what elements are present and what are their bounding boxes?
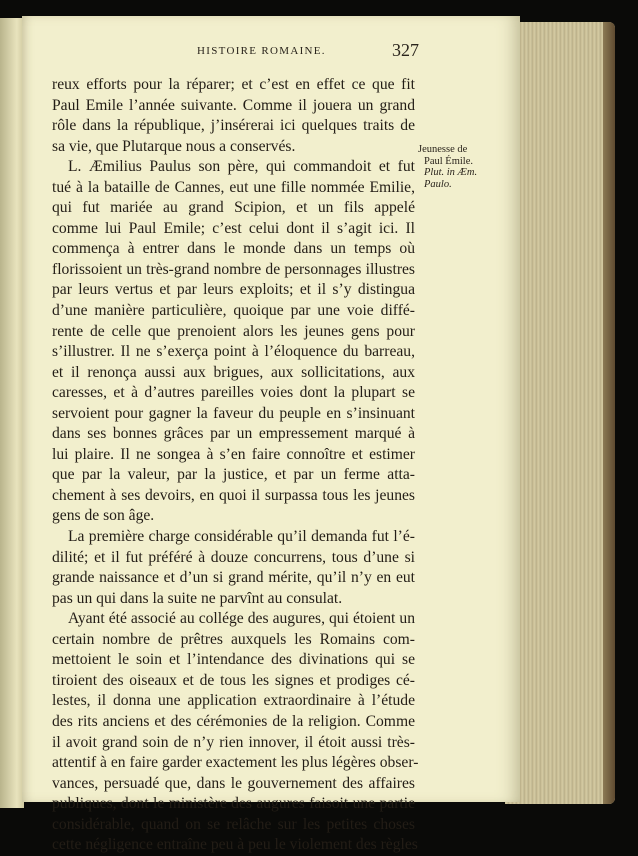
- running-title: HISTOIRE ROMAINE.: [197, 45, 326, 57]
- text-line: tiroient des oiseaux et de tous les signes et prodiges cé-: [52, 671, 415, 689]
- text-line: qui fut mariée au grand Scipion, et un fils appelé: [52, 199, 415, 217]
- text-line: Paul Emile l’année suivante. Comme il jouera un grand: [52, 96, 415, 114]
- text-line: sa vie, que Plutarque nous a conservés.: [52, 137, 296, 155]
- text-line: mettoient le soin et l’intendance des divinations qui se: [52, 651, 415, 669]
- text-line: servoient pour gagner la faveur du peuple en s’insinuant: [52, 404, 415, 422]
- margin-note: [418, 144, 477, 190]
- margin-note-line: Jeunesse de: [418, 144, 468, 155]
- text-line: certain nombre de prêtres auxquels les Romains com-: [52, 630, 415, 648]
- text-line: Ayant été associé au collége des augures, qui étoient un: [68, 610, 415, 628]
- text-line: chement à ses devoirs, en quoi il surpassa tous les jeunes: [52, 486, 415, 504]
- text-line: dans ses bonnes grâces par un empressement marqué à: [52, 425, 415, 443]
- text-line: L. Æmilius Paulus son père, qui commandoit et fut: [68, 158, 415, 176]
- text-line: reux efforts pour la réparer; et c’est en effet ce que fit: [52, 76, 415, 93]
- text-line: pas un qui dans la suite ne parvînt au consulat.: [52, 589, 343, 607]
- text-line: s’illustrer. Il ne s’exerça point à l’éloquence du barreau,: [52, 343, 415, 361]
- text-line: et il renonça aussi aux brigues, aux sollicitations, aux: [52, 363, 415, 381]
- text-line: vances, persuadé que, dans le gouvernement des affaires: [52, 774, 415, 792]
- text-line: que par la valeur, par la justice, et par un ferme atta-: [52, 466, 415, 484]
- body-text: [52, 75, 419, 856]
- margin-note-citation: Plut. in Æm.: [424, 167, 478, 178]
- text-line: d’une manière particulière, quoique par une voie diffé-: [52, 302, 415, 320]
- margin-note-line: [418, 167, 477, 179]
- text-line: rôle dans la république, j’insérerai ici quelques traits de: [52, 117, 415, 135]
- text-line: caresses, et à d’autres pareilles voies dont la plupart se: [52, 384, 415, 402]
- text-line: attentif à en faire garder exactement les plus légères obser-: [52, 754, 419, 772]
- text-line: grande naissance et d’un si grand mérite, qu’il n’y en eut: [52, 569, 415, 587]
- text-line: La première charge considérable qu’il demanda fut l’é-: [68, 528, 415, 546]
- facing-page-edge: [0, 18, 24, 808]
- text-line: comme lui Paul Emile; c’est celui dont il s’agit ici. Il: [52, 219, 415, 237]
- text-line: lestes, il donna une application extraordinaire à l’étude: [52, 692, 415, 710]
- text-line: publiques, dont le ministère des augures faisoit une partie: [52, 795, 415, 813]
- text-line: gens de son âge.: [52, 507, 155, 525]
- margin-note-line: [418, 179, 477, 191]
- text-line: rente de celle que prenoient alors les jeunes gens pour: [52, 322, 415, 340]
- page-number: 327: [392, 40, 419, 60]
- book-fore-edge: [505, 22, 615, 804]
- text-line: tué à la bataille de Cannes, eut une fille nommée Emilie,: [52, 178, 415, 196]
- text-line: dilité; et il fut préféré à douze concurrens, tous d’une si: [52, 548, 415, 566]
- text-line: commença à entrer dans le monde dans un temps où: [52, 240, 415, 258]
- book-page: [22, 16, 520, 854]
- text-line: des rits anciens et des cérémonies de la religion. Comme: [52, 712, 415, 730]
- margin-note-citation: Paulo.: [424, 178, 452, 190]
- text-line: lui plaire. Il ne songea à s’en faire connoître et estimer: [52, 445, 415, 463]
- margin-note-line: Paul Émile.: [424, 155, 473, 167]
- text-line: considérable, quand on se relâche sur les petites choses: [52, 815, 415, 833]
- text-line: il avoit grand soin de n’y rien innover, il étoit aussi très-: [52, 733, 415, 751]
- text-line: florissoient un très-grand nombre de personnages illustres: [52, 260, 415, 278]
- text-line: cette négligence entraîne peu à peu le violement des règles: [52, 836, 418, 854]
- text-line: par leurs vertus et par leurs exploits; et il s’y distingua: [52, 281, 415, 299]
